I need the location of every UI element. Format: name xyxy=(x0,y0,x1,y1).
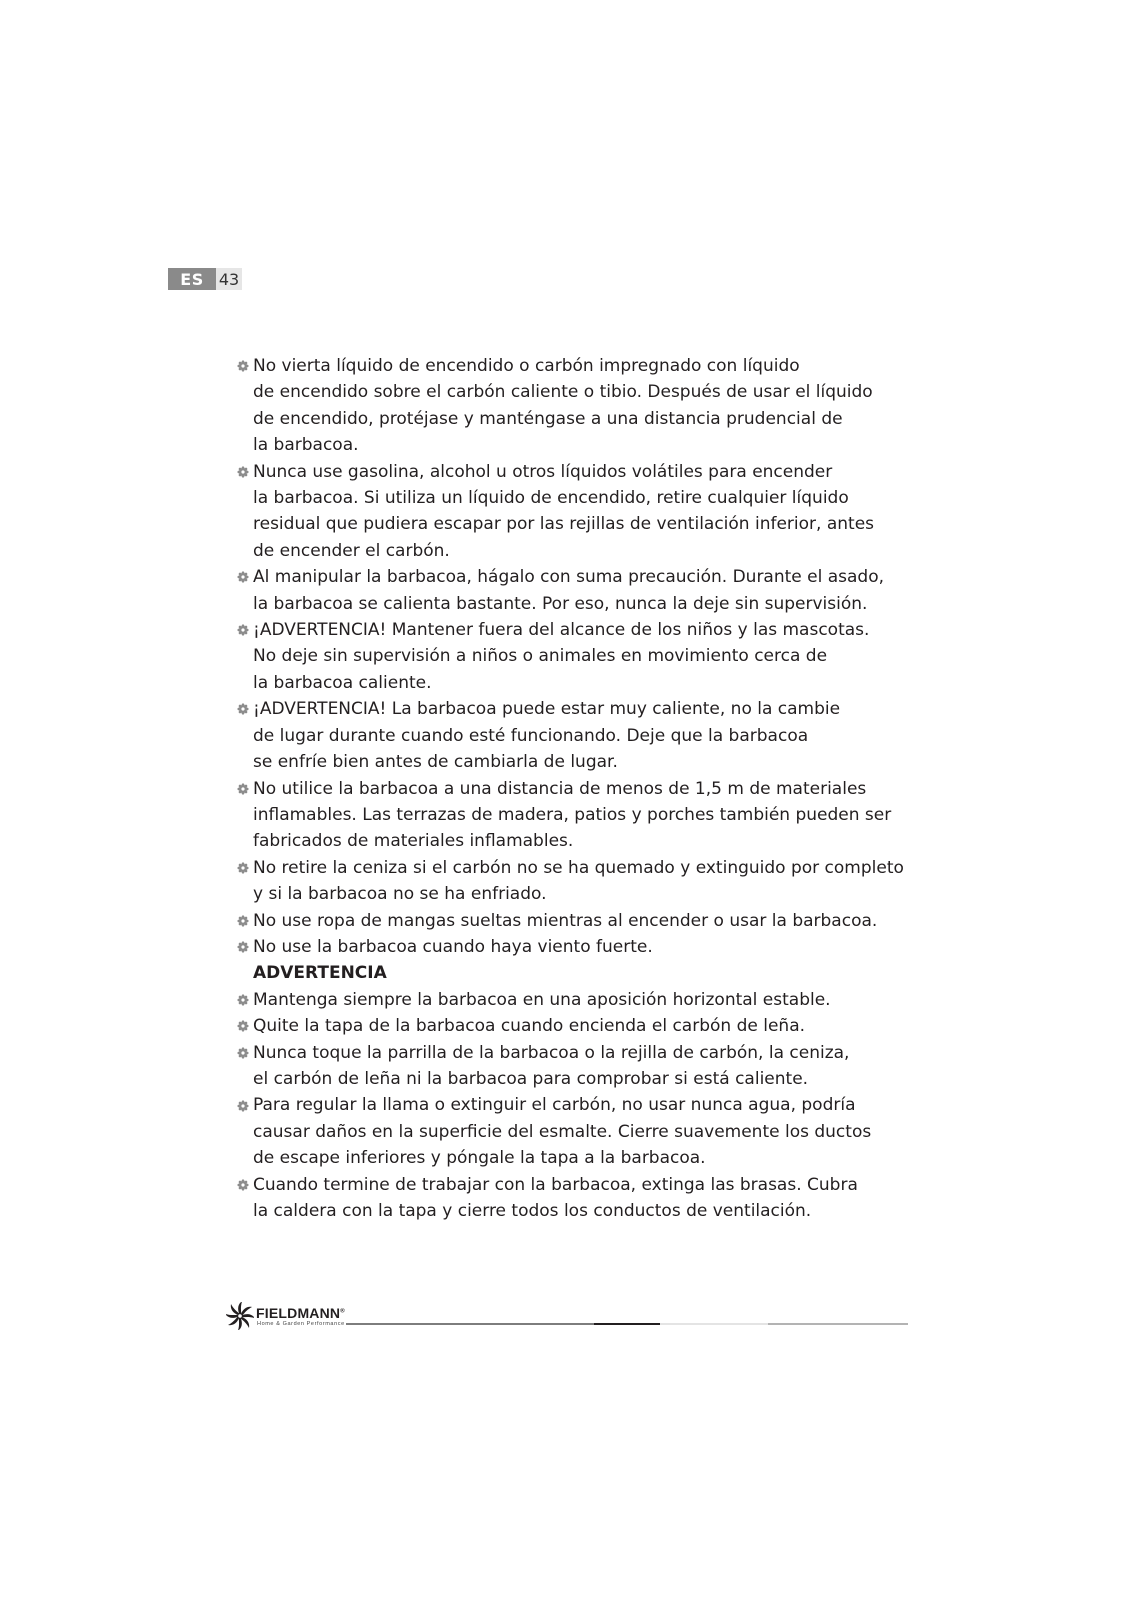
item-text-line: de encendido, protéjase y manténgase a una distancia prudencial de xyxy=(253,408,843,429)
bullet-marker xyxy=(236,564,250,590)
instruction-list xyxy=(236,353,916,960)
bullet-marker xyxy=(236,1013,250,1039)
item-text-line: inflamables. Las terrazas de madera, patios y porches también pueden ser xyxy=(253,804,892,825)
item-text-line: ¡ADVERTENCIA! La barbacoa puede estar muy caliente, no la cambie xyxy=(253,699,841,720)
bullet-item xyxy=(236,934,916,960)
bullet-item xyxy=(236,987,916,1013)
item-text-line: No use la barbacoa cuando haya viento fuerte. xyxy=(253,936,653,957)
brand-tagline: Home & Garden Performance xyxy=(257,1321,345,1327)
item-text-line: Nunca toque la parrilla de la barbacoa o la rejilla de carbón, la ceniza, xyxy=(253,1042,850,1063)
flower-bullet-icon xyxy=(237,1047,249,1059)
swirl-logo-icon xyxy=(226,1302,254,1330)
bullet-item xyxy=(236,1172,916,1225)
flower-bullet-icon xyxy=(237,1179,249,1191)
safety-instructions xyxy=(236,353,916,1224)
bullet-marker xyxy=(236,855,250,881)
page-footer xyxy=(226,1302,920,1336)
bullet-item xyxy=(236,855,916,908)
item-text-line: fabricados de materiales inflamables. xyxy=(253,831,574,852)
flower-bullet-icon xyxy=(237,466,249,478)
bullet-item xyxy=(236,459,916,565)
item-text-line: No vierta líquido de encendido o carbón impregnado con líquido xyxy=(253,356,800,376)
bullet-marker xyxy=(236,696,250,722)
item-text-line: de lugar durante cuando esté funcionando. Deje que la barbacoa xyxy=(253,725,809,746)
item-text-line: de escape inferiores y póngale la tapa a la barbacoa. xyxy=(253,1148,706,1169)
bullet-item xyxy=(236,353,916,459)
footer-rule-light xyxy=(660,1323,768,1325)
item-text-line: causar daños en la superficie del esmalte. Cierre suavemente los ductos xyxy=(253,1121,872,1142)
brand-name: FIELDMANN® xyxy=(256,1305,345,1321)
bullet-item xyxy=(236,617,916,696)
bullet-item xyxy=(236,908,916,934)
bullet-item xyxy=(236,1013,916,1039)
bullet-item xyxy=(236,564,916,617)
item-text-line: Quite la tapa de la barbacoa cuando encienda el carbón de leña. xyxy=(253,1016,806,1037)
item-text-line: Cuando termine de trabajar con la barbacoa, extinga las brasas. Cubra xyxy=(253,1174,858,1195)
footer-rule-grey xyxy=(346,1323,594,1325)
flower-bullet-icon xyxy=(237,915,249,927)
flower-bullet-icon xyxy=(237,360,249,372)
item-text-line: el carbón de leña ni la barbacoa para comprobar si está caliente. xyxy=(253,1068,809,1089)
item-text-line: ¡ADVERTENCIA! Mantener fuera del alcance de los niños y las mascotas. xyxy=(253,620,870,641)
bullet-item xyxy=(236,1092,916,1171)
item-text-line: No use ropa de mangas sueltas mientras al encender o usar la barbacoa. xyxy=(253,910,878,931)
footer-rule-mid xyxy=(768,1323,908,1325)
page-tag xyxy=(168,268,242,290)
footer-rule-black xyxy=(594,1323,660,1325)
item-text-line: No utilice la barbacoa a una distancia de menos de 1,5 m de materiales xyxy=(253,778,867,799)
bullet-item xyxy=(236,776,916,855)
bullet-item xyxy=(236,696,916,775)
item-text-line: Al manipular la barbacoa, hágalo con suma precaución. Durante el asado, xyxy=(253,567,885,588)
flower-bullet-icon xyxy=(237,783,249,795)
item-text-line: la caldera con la tapa y cierre todos los conductos de ventilación. xyxy=(253,1201,812,1221)
flower-bullet-icon xyxy=(237,1020,249,1032)
bullet-marker xyxy=(236,1172,250,1198)
flower-bullet-icon xyxy=(237,571,249,583)
bullet-marker xyxy=(236,353,250,379)
flower-bullet-icon xyxy=(237,994,249,1006)
section-heading: ADVERTENCIA xyxy=(253,963,387,984)
flower-bullet-icon xyxy=(237,1100,249,1112)
warning-list xyxy=(236,987,916,1225)
item-text-line: de encendido sobre el carbón caliente o tibio. Después de usar el líquido xyxy=(253,382,873,403)
bullet-marker xyxy=(236,987,250,1013)
item-text-line: la barbacoa. xyxy=(253,435,359,456)
bullet-marker xyxy=(236,617,250,643)
bullet-marker xyxy=(236,459,250,485)
item-text-line: de encender el carbón. xyxy=(253,540,450,561)
item-text-line: No deje sin supervisión a niños o animales en movimiento cerca de xyxy=(253,646,828,667)
item-text-line: la barbacoa se calienta bastante. Por eso, nunca la deje sin supervisión. xyxy=(253,593,868,614)
flower-bullet-icon xyxy=(237,862,249,874)
language-code: ES xyxy=(168,268,216,290)
item-text-line: la barbacoa. Si utiliza un líquido de encendido, retire cualquier líquido xyxy=(253,488,849,509)
item-text-line: y si la barbacoa no se ha enfriado. xyxy=(253,884,547,905)
page-number: 43 xyxy=(216,268,242,290)
item-text-line: Nunca use gasolina, alcohol u otros líquidos volátiles para encender xyxy=(253,461,833,482)
bullet-marker xyxy=(236,776,250,802)
bullet-marker xyxy=(236,1092,250,1118)
bullet-marker xyxy=(236,1040,250,1066)
item-text-line: Para regular la llama o extinguir el carbón, no usar nunca agua, podría xyxy=(253,1095,856,1116)
flower-bullet-icon xyxy=(237,703,249,715)
bullet-marker xyxy=(236,908,250,934)
flower-bullet-icon xyxy=(237,624,249,636)
item-text-line: se enfríe bien antes de cambiarla de lugar. xyxy=(253,752,618,773)
item-text-line: la barbacoa caliente. xyxy=(253,672,432,693)
bullet-marker xyxy=(236,934,250,960)
bullet-item xyxy=(236,1040,916,1093)
item-text-line: residual que pudiera escapar por las rejillas de ventilación inferior, antes xyxy=(253,514,875,535)
item-text-line: Mantenga siempre la barbacoa en una aposición horizontal estable. xyxy=(253,989,831,1010)
item-text-line: No retire la ceniza si el carbón no se ha quemado y extinguido por completo xyxy=(253,857,904,878)
flower-bullet-icon xyxy=(237,941,249,953)
